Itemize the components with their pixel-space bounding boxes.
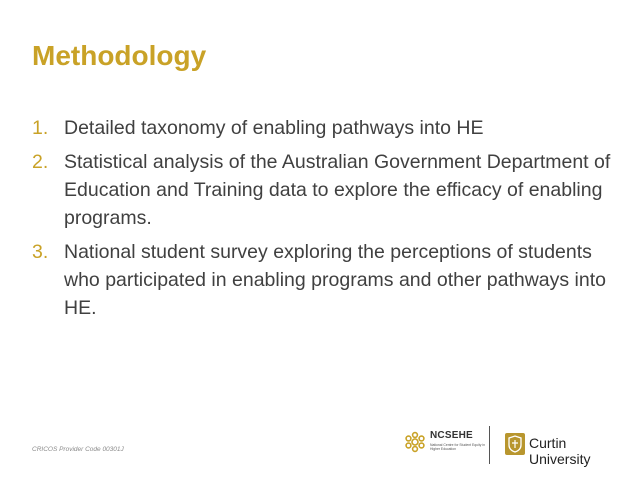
curtin-university-name: Curtin University: [529, 435, 591, 467]
ncsehe-logo: [404, 426, 484, 460]
list-item-number: 2.: [32, 151, 49, 173]
curtin-crest-icon: [505, 433, 525, 455]
slide-title: Methodology: [32, 40, 207, 71]
list-item-number: 3.: [32, 241, 49, 263]
list-item-text: Detailed taxonomy of enabling pathways into HE: [64, 117, 484, 139]
ncsehe-subtitle: National Centre for Student Equity in Higher Education: [430, 443, 486, 452]
methodology-list: [32, 114, 622, 328]
list-item: [32, 114, 622, 142]
curtin-logo: [505, 432, 631, 467]
crest-icon: [505, 433, 525, 455]
list-item: [32, 238, 622, 322]
cricos-code: CRICOS Provider Code 00301J: [32, 446, 124, 453]
list-item-number: 1.: [32, 117, 49, 139]
ncsehe-name: NCSEHE: [430, 430, 473, 441]
logo-divider: [489, 426, 490, 464]
ncsehe-emblem-icon: [404, 431, 426, 453]
list-item-text: National student survey exploring the perceptions of students who participated in enabling programs and other pathways into HE.: [64, 241, 607, 319]
list-item-text: Statistical analysis of the Australian Government Department of Education and Training data to explore the efficacy of enabling programs.: [64, 151, 611, 229]
list-item: [32, 148, 622, 232]
